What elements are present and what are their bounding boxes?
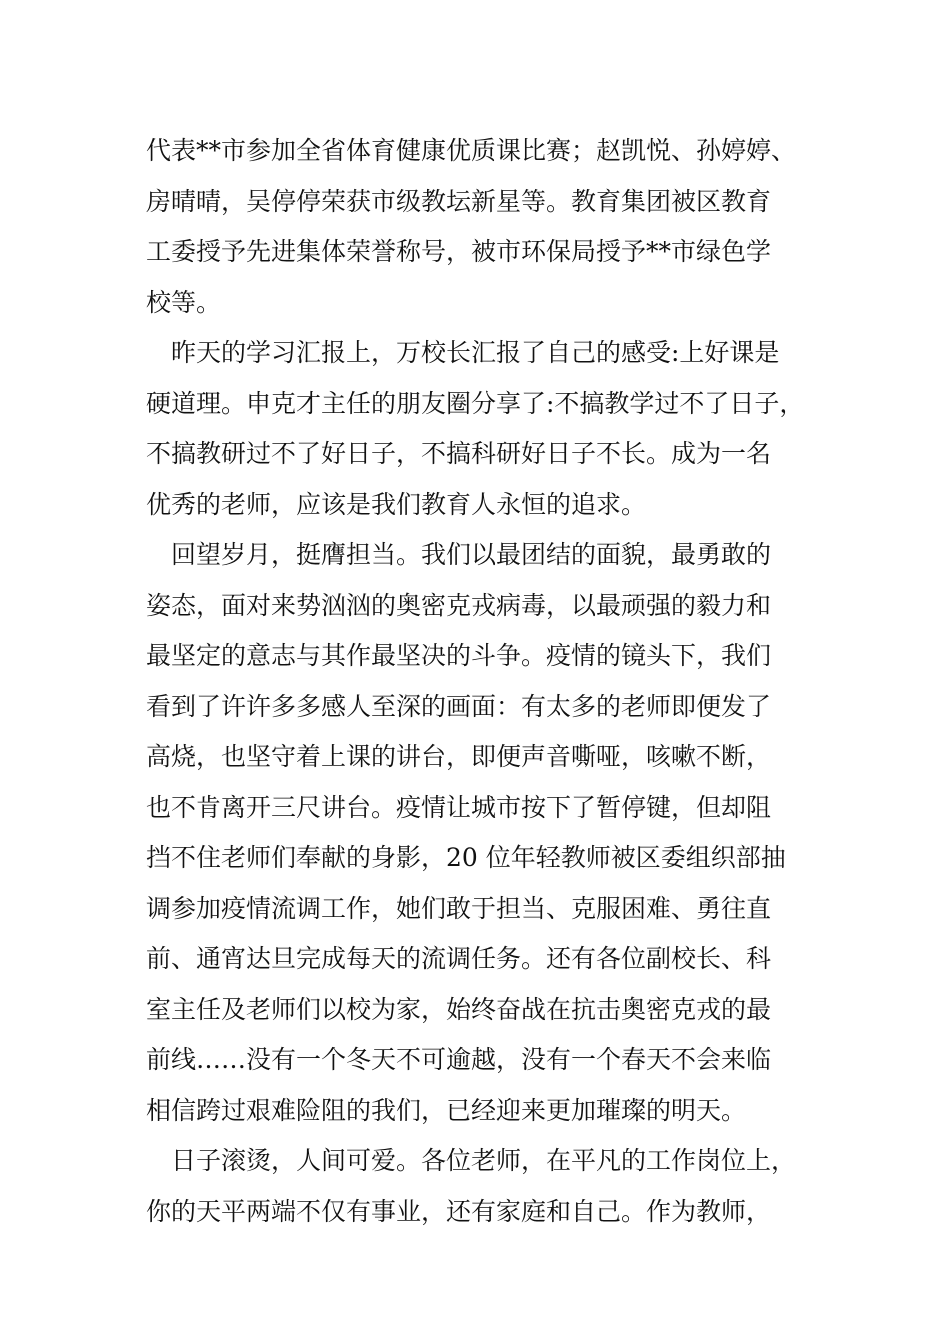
text-line: 挡不住老师们奉献的身影，20 位年轻教师被区委组织部抽 [146, 843, 786, 872]
text-line: 你的天平两端不仅有事业，还有家庭和自己。作为教师， [146, 1196, 772, 1226]
text-line: 优秀的老师，应该是我们教育人永恒的追求。 [146, 489, 647, 519]
text-line: 不搞教研过不了好日子，不搞科研好日子不长。成为一名 [146, 439, 772, 468]
text-line: 相信跨过艰难险阻的我们，已经迎来更加璀璨的明天。 [146, 1095, 747, 1125]
text-line: 前、通宵达旦完成每天的流调任务。还有各位副校长、科 [146, 944, 772, 973]
text-line: 日子滚烫，人间可爱。各位老师，在平凡的工作岗位上， [146, 1146, 797, 1175]
text-line: 房晴晴，吴停停荣获市级教坛新星等。教育集团被区教育 [146, 186, 772, 216]
text-line: 看到了许许多多感人至深的画面：有太多的老师即便发了 [146, 691, 772, 721]
text-line: 代表**市参加全省体育健康优质课比赛；赵凯悦、孙婷婷、 [146, 136, 797, 165]
text-line: 室主任及老师们以校为家，始终奋战在抗击奥密克戎的最 [146, 994, 772, 1024]
text-line: 硬道理。申克才主任的朋友圈分享了:不搞教学过不了日子， [146, 388, 805, 418]
text-line: 最坚定的意志与其作最坚决的斗争。疫情的镜头下，我们 [146, 641, 772, 670]
text-line: 姿态，面对来势汹汹的奥密克戎病毒，以最顽强的毅力和 [146, 590, 772, 620]
text-line: 昨天的学习汇报上，万校长汇报了自己的感受:上好课是 [146, 338, 780, 367]
text-line: 调参加疫情流调工作，她们敢于担当、克服困难、勇往直 [146, 893, 772, 923]
text-line: 回望岁月，挺膺担当。我们以最团结的面貌，最勇敢的 [146, 540, 772, 569]
document-body [146, 126, 836, 1237]
text-line: 前线……没有一个冬天不可逾越，没有一个春天不会来临 [146, 1045, 772, 1074]
text-line: 工委授予先进集体荣誉称号，被市环保局授予**市绿色学 [146, 237, 772, 266]
text-line: 校等。 [146, 287, 222, 317]
text-line: 也不肯离开三尺讲台。疫情让城市按下了暂停键，但却阻 [146, 792, 772, 822]
text-line: 高烧，也坚守着上课的讲台，即便声音嘶哑，咳嗽不断， [146, 742, 772, 771]
